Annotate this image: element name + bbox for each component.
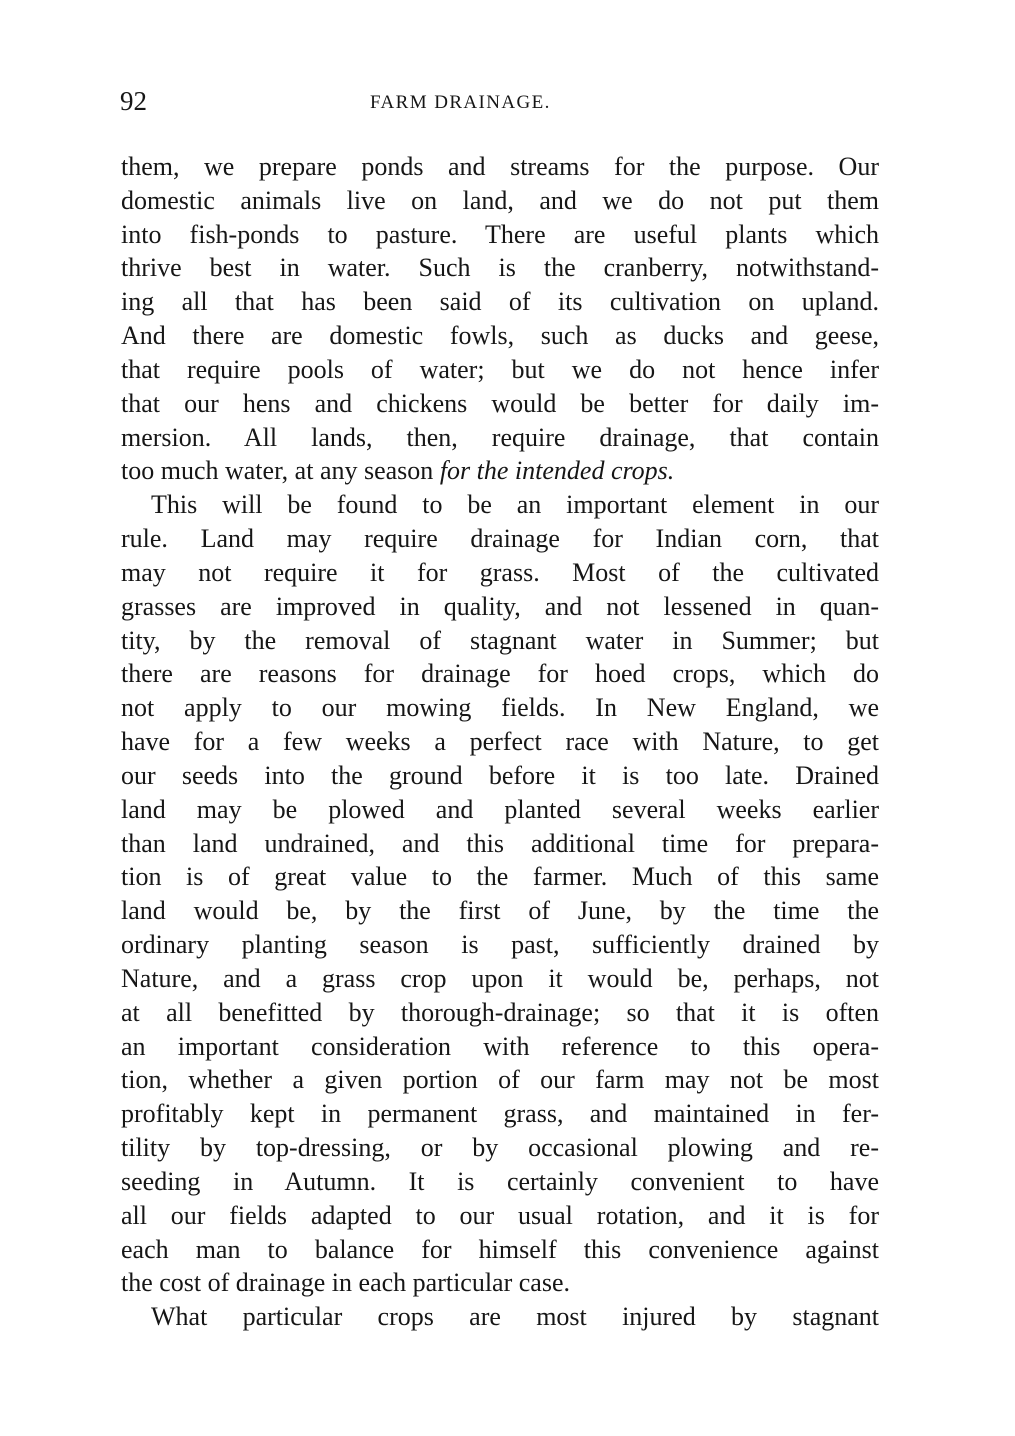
text-line: mersion. All lands, then, require drainage, that contain [121,422,879,452]
text-line: tion, whether a given portion of our farm may not be most [121,1065,879,1095]
text-line: at all benefitted by thorough-drainage; so that it is often [121,997,879,1027]
text-line: our seeds into the ground before it is too late. Drained [121,760,879,790]
body-text [121,150,879,1334]
text-line: may not require it for grass. Most of the cultivated [121,557,879,587]
text-line: tity, by the removal of stagnant water in Summer; but [121,625,879,655]
text-line: And there are domestic fowls, such as ducks and geese, [121,321,879,351]
paragraph-3 [121,1300,879,1334]
text-line: each man to balance for himself this convenience against [121,1234,879,1264]
text-line: the cost of drainage in each particular case. [121,1268,570,1298]
text-line: tion is of great value to the farmer. Much of this same [121,862,879,892]
page-number: 92 [120,86,147,116]
text-line: all our fields adapted to our usual rotation, and it is for [121,1200,879,1230]
text-line: ordinary planting season is past, sufficiently drained by [121,930,879,960]
text-line [121,454,879,488]
text-line: grasses are improved in quality, and not lessened in quan- [121,591,879,621]
text-line: thrive best in water. Such is the cranberry, notwithstand- [121,253,879,283]
text-line: into fish-ponds to pasture. There are useful plants which [121,219,879,249]
text-line: that our hens and chickens would be better for daily im- [121,388,879,418]
text-line: than land undrained, and this additional time for prepara- [121,828,879,858]
paragraph-2 [121,488,879,1300]
text-line: ing all that has been said of its cultivation on upland. [121,287,879,317]
paragraph-1 [121,150,879,488]
text-line: land may be plowed and planted several weeks earlier [121,794,879,824]
text-line: not apply to our mowing fields. In New England, we [121,693,879,723]
text-line: that require pools of water; but we do not hence infer [121,354,879,384]
text-line: land would be, by the first of June, by the time the [121,896,879,926]
text-line: have for a few weeks a perfect race with Nature, to get [121,727,879,757]
text-line: domestic animals live on land, and we do not put them [121,185,879,215]
italic-emphasis: for the intended crops. [439,456,675,486]
text-line: Nature, and a grass crop upon it would be, perhaps, not [121,963,879,993]
text-line: This will be found to be an important element in our [151,490,879,520]
text-line: an important consideration with reference to this opera- [121,1031,879,1061]
text-line: tility by top-dressing, or by occasional plowing and re- [121,1133,879,1163]
text-line: rule. Land may require drainage for Indian corn, that [121,524,879,554]
text-line: there are reasons for drainage for hoed crops, which do [121,659,879,689]
text-run: too much water, at any season [121,456,440,486]
running-head: FARM DRAINAGE. [370,92,551,113]
text-line: What particular crops are most injured by stagnant [151,1302,879,1332]
text-line: them, we prepare ponds and streams for the purpose. Our [121,152,879,181]
text-line: profitably kept in permanent grass, and maintained in fer- [121,1099,879,1129]
text-line: seeding in Autumn. It is certainly convenient to have [121,1166,879,1196]
